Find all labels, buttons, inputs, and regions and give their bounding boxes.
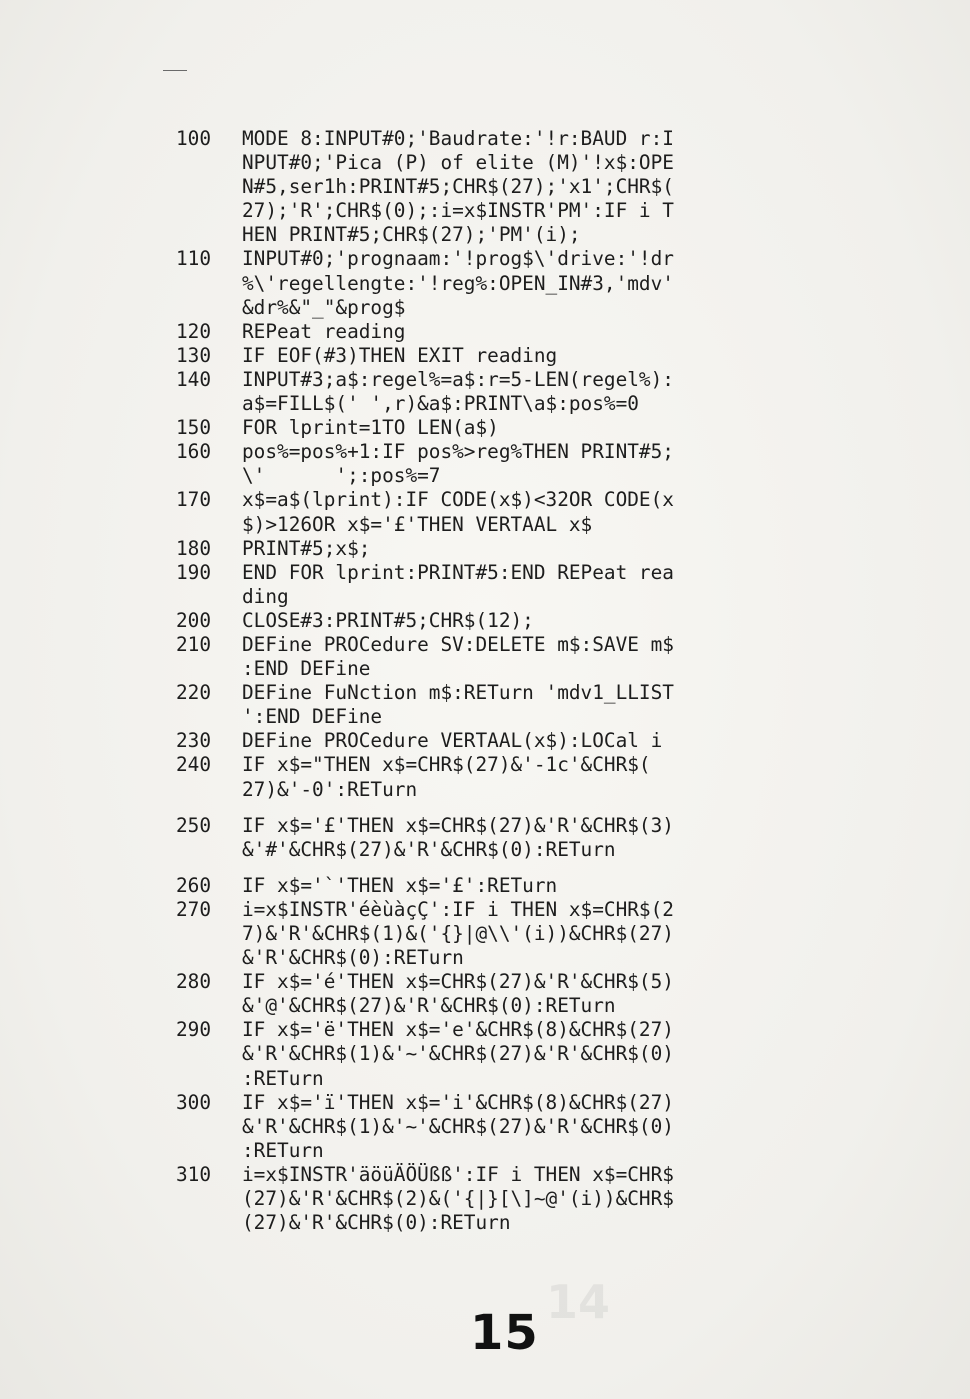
- line-code: i=x$INSTR'äöüÄÖÜßß':IF i THEN x$=CHR$ (27)&'R'&CHR$(2)&('{|}[\]~@'(i))&CHR$ (27)&'R'&CHR$(0):RETurn: [242, 1162, 674, 1235]
- line-code: DEFine FuNction m$:RETurn 'mdv1_LLIST ':END DEFine: [242, 681, 674, 729]
- line-number: 160: [176, 440, 212, 464]
- line-number: 140: [176, 367, 212, 391]
- line-code: IF EOF(#3)THEN EXIT reading: [242, 343, 558, 367]
- listing-line: [176, 537, 816, 561]
- line-code: INPUT#0;'prognaam:'!prog$\'drive:'!dr %\'regellengte:'!reg%:OPEN_IN#3,'mdv' &dr%&"_"&prog$: [242, 247, 674, 319]
- listing-line: [176, 1091, 816, 1163]
- listing-line: [176, 488, 816, 536]
- listing-line: [176, 633, 816, 681]
- line-code: PRINT#5;x$;: [242, 536, 371, 560]
- line-code: IF x$='£'THEN x$=CHR$(27)&'R'&CHR$(3) &'#'&CHR$(27)&'R'&CHR$(0):RETurn: [242, 813, 674, 861]
- line-code: DEFine PROCedure VERTAAL(x$):LOCal i: [242, 729, 663, 753]
- listing-line: [176, 1018, 816, 1090]
- listing-line: [176, 681, 816, 729]
- line-number: 150: [176, 416, 212, 440]
- line-number: 280: [176, 970, 212, 994]
- line-number: 240: [176, 753, 212, 777]
- listing-line: [176, 368, 816, 416]
- line-number: 250: [176, 813, 212, 837]
- listing-line: [176, 814, 816, 862]
- listing-line: [176, 440, 816, 488]
- listing-line: [176, 320, 816, 344]
- line-number: 260: [176, 873, 212, 897]
- line-code: REPeat reading: [242, 319, 406, 343]
- header-rule: [163, 70, 187, 71]
- listing-line: [176, 416, 816, 440]
- line-number: 100: [176, 127, 212, 150]
- line-code: pos%=pos%+1:IF pos%>reg%THEN PRINT#5; \' ';:pos%=7: [242, 440, 674, 488]
- line-number: 190: [176, 560, 212, 584]
- listing-line: [176, 898, 816, 970]
- line-number: 210: [176, 632, 212, 656]
- line-code: i=x$INSTR'éèùàçÇ':IF i THEN x$=CHR$(2 7)&'R'&CHR$(1)&('{}|@\\'(i))&CHR$(27) &'R'&CHR$(0):RETurn: [242, 897, 674, 970]
- page-number: 15: [470, 1305, 539, 1361]
- listing-line: [176, 729, 816, 753]
- listing-line: [176, 609, 816, 633]
- line-code: IF x$='`'THEN x$='£':RETurn: [242, 873, 558, 897]
- line-gap: [176, 862, 816, 874]
- line-number: 220: [176, 681, 212, 705]
- line-number: 130: [176, 343, 212, 367]
- line-code: CLOSE#3:PRINT#5;CHR$(12);: [242, 608, 534, 632]
- listing-line: [176, 753, 816, 801]
- line-code: FOR lprint=1TO LEN(a$): [242, 416, 499, 440]
- line-number: 120: [176, 319, 212, 343]
- line-code: DEFine PROCedure SV:DELETE m$:SAVE m$ :END DEFine: [242, 632, 674, 681]
- line-number: 290: [176, 1018, 212, 1042]
- listing-line: [176, 874, 816, 898]
- line-number: 110: [176, 247, 212, 271]
- line-number: 230: [176, 729, 212, 753]
- line-code: IF x$="THEN x$=CHR$(27)&'-1c'&CHR$( 27)&'-0':RETurn: [242, 753, 651, 801]
- line-code: IF x$='é'THEN x$=CHR$(27)&'R'&CHR$(5) &'@'&CHR$(27)&'R'&CHR$(0):RETurn: [242, 970, 674, 1018]
- listing-line: [176, 1163, 816, 1235]
- line-number: 270: [176, 897, 212, 921]
- basic-listing: [176, 127, 816, 1235]
- listing-line: [176, 344, 816, 368]
- line-code: IF x$='ï'THEN x$='i'&CHR$(8)&CHR$(27) &'R'&CHR$(1)&'~'&CHR$(27)&'R'&CHR$(0) :RETurn: [242, 1090, 674, 1162]
- line-code: INPUT#3;a$:regel%=a$:r=5-LEN(regel%): a$=FILL$(' ',r)&a$:PRINT\a$:pos%=0: [242, 367, 674, 416]
- line-code: MODE 8:INPUT#0;'Baudrate:'!r:BAUD r:I NPUT#0;'Pica (P) of elite (M)'!x$:OPE N#5,ser1h:PRINT#5;CHR$(27);'x1';CHR$( 27);'R';CHR$(0);:i=x$INSTR'PM':IF i T HEN PRINT#5;CHR$(27);'PM'(i);: [242, 127, 674, 247]
- line-number: 180: [176, 536, 212, 560]
- listing-line: [176, 561, 816, 609]
- listing-line: [176, 127, 816, 247]
- line-number: 200: [176, 608, 212, 632]
- line-code: END FOR lprint:PRINT#5:END REPeat rea ding: [242, 560, 674, 608]
- line-number: 300: [176, 1090, 212, 1114]
- line-number: 170: [176, 488, 212, 512]
- line-code: IF x$='ë'THEN x$='e'&CHR$(8)&CHR$(27) &'R'&CHR$(1)&'~'&CHR$(27)&'R'&CHR$(0) :RETurn: [242, 1018, 674, 1090]
- listing-line: [176, 247, 816, 319]
- line-code: x$=a$(lprint):IF CODE(x$)<32OR CODE(x $)>126OR x$='£'THEN VERTAAL x$: [242, 488, 674, 536]
- bleed-through-mark: 14: [546, 1275, 611, 1329]
- line-number: 310: [176, 1162, 212, 1186]
- line-gap: [176, 802, 816, 814]
- listing-line: [176, 970, 816, 1018]
